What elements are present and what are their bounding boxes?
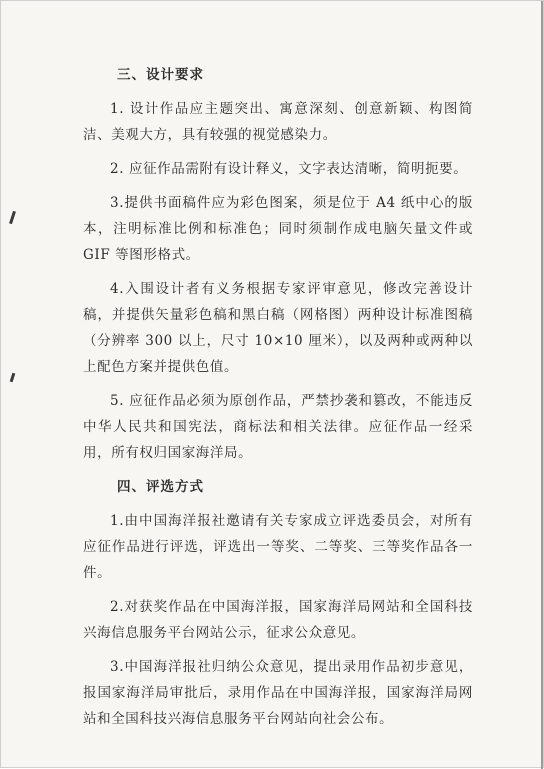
paragraph: 3.提供书面稿件应为彩色图案，须是位于 A4 纸中心的版本，注明标准比例和标准色；同时须制作成电脑矢量文件或 GIF 等图形格式。 xyxy=(83,195,473,263)
paragraph: 1. 设计作品应主题突出、寓意深刻、创意新颖、构图简洁、美观大方，具有较强的视觉感染力。 xyxy=(83,101,473,143)
paragraph: 3.中国海洋报社归纳公众意见，提出录用作品初步意见，报国家海洋局审批后，录用作品在中国海洋报，国家海洋局网站和全国科技兴海信息服务平台网站向社会公布。 xyxy=(83,659,473,727)
section-heading: 三、设计要求 xyxy=(117,67,204,83)
scan-pen-mark xyxy=(10,373,16,382)
paragraph: 2.对获奖作品在中国海洋报，国家海洋局网站和全国科技兴海信息服务平台网站公示，征求公众意见。 xyxy=(83,599,473,641)
section-heading: 四、评选方式 xyxy=(117,479,204,495)
paragraph: 5. 应征作品必须为原创作品，严禁抄袭和篡改，不能违反中华人民共和国宪法，商标法和相关法律。应征作品一经采用，所有权归国家海洋局。 xyxy=(83,393,473,461)
section-design-requirements xyxy=(83,62,473,466)
paragraph: 4.入围设计者有义务根据专家评审意见，修改完善设计稿，并提供矢量彩色稿和黑白稿（网格图）两种设计标准图稿（分辨率 300 以上，尺寸 10×10 厘米），以及两种或两种以上配色方案并提供色值。 xyxy=(83,281,473,375)
scan-pen-mark xyxy=(9,211,16,224)
paragraph: 2. 应征作品需附有设计释义，文字表达清晰，简明扼要。 xyxy=(110,161,468,177)
document-body xyxy=(83,62,473,740)
paragraph: 1.由中国海洋报社邀请有关专家成立评选委员会，对所有应征作品进行评选，评选出一等奖、二等奖、三等奖作品各一件。 xyxy=(83,513,473,581)
section-selection-method xyxy=(83,474,473,732)
